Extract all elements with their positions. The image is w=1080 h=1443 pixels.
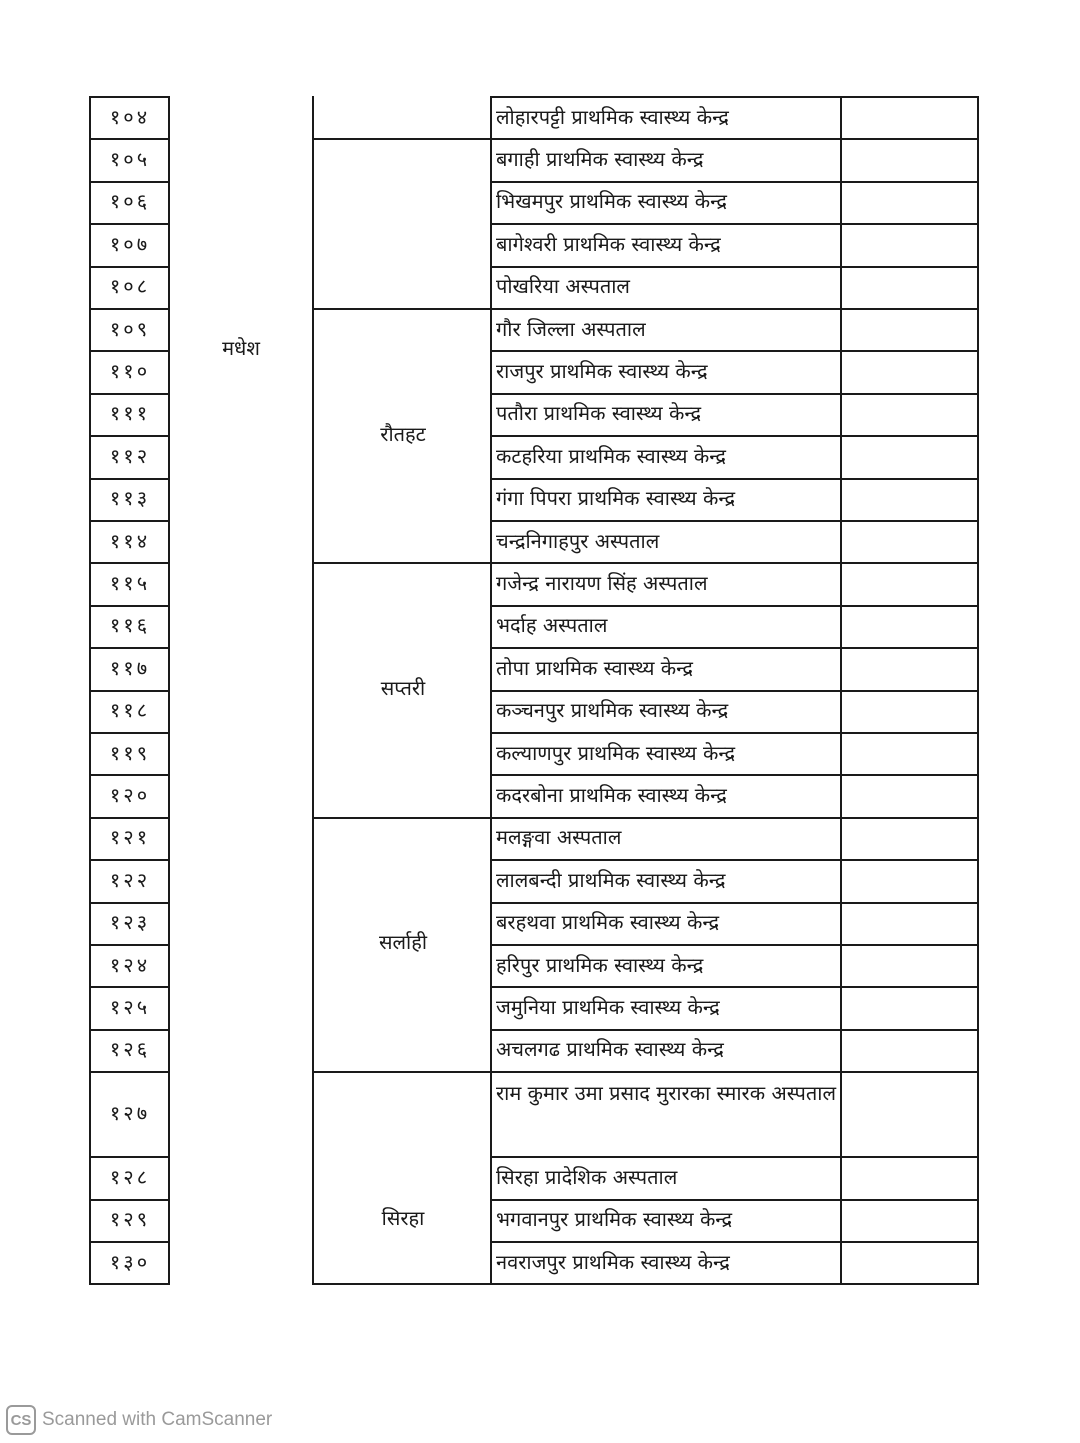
facility-name: गजेन्द्र नारायण सिंह अस्पताल [496,571,708,596]
district-group-rule [312,1283,492,1285]
facility-name: बगाही प्राथमिक स्वास्थ्य केन्द्र [496,147,704,172]
facility-name: हरिपुर प्राथमिक स्वास्थ्य केन्द्र [496,952,704,977]
serial-number: ११८ [109,698,151,723]
serial-number: १२९ [109,1207,151,1232]
district-label-sarlahi: सर्लाही [378,929,428,954]
district-label-saptari: सप्तरी [380,675,426,700]
facility-name: भिखमपुर प्राथमिक स्वास्थ्य केन्द्र [496,189,727,214]
serial-number: १३० [109,1249,151,1274]
facility-name: कञ्चनपुर प्राथमिक स्वास्थ्य केन्द्र [496,698,729,723]
facility-name: गंगा पिपरा प्राथमिक स्वास्थ्य केन्द्र [496,486,736,511]
row-rule-facility [490,1283,979,1285]
serial-number: १२३ [109,910,151,935]
facility-name: चन्द्रनिगाहपुर अस्पताल [496,528,660,553]
facility-name: कदरबोना प्राथमिक स्वास्थ्य केन्द्र [496,783,727,808]
serial-number: ११९ [109,740,151,765]
facility-name: राम कुमार उमा प्रसाद मुरारका स्मारक अस्पताल [496,1081,837,1106]
district-group-rule [312,817,492,819]
serial-number: १२४ [109,952,151,977]
facility-name: तोपा प्राथमिक स्वास्थ्य केन्द्र [496,655,693,680]
serial-number: १०७ [109,231,151,256]
facility-name: गौर जिल्ला अस्पताल [496,316,646,341]
facility-name: मलङ्गवा अस्पताल [496,825,622,850]
facility-name: भर्दाह अस्पताल [496,613,608,638]
district-group-rule [312,562,492,564]
facility-name: बागेश्वरी प्राथमिक स्वास्थ्य केन्द्र [496,231,721,256]
district-group-rule [312,1071,492,1073]
serial-number: १०५ [109,147,151,172]
serial-number: ११३ [109,486,151,511]
watermark-text: Scanned with CamScanner [42,1409,273,1430]
facility-name: जमुनिया प्राथमिक स्वास्थ्य केन्द्र [496,995,720,1020]
district-label-rautahat: रौतहट [380,421,426,446]
facility-name: लोहारपट्टी प्राथमिक स्वास्थ्य केन्द्र [496,104,729,129]
district-label-siraha: सिरहा [381,1205,425,1230]
serial-number: १२७ [109,1101,151,1126]
serial-number: १०६ [109,189,151,214]
serial-number: १११ [109,401,151,426]
province-label: मधेश [222,335,260,360]
facility-name: कटहरिया प्राथमिक स्वास्थ्य केन्द्र [496,443,727,468]
serial-number: १२५ [109,995,151,1020]
serial-number: १२१ [109,825,151,850]
serial-number: ११६ [109,613,151,638]
facility-name: सिरहा प्रादेशिक अस्पताल [496,1164,678,1189]
district-group-rule [312,138,492,140]
facility-name: राजपुर प्राथमिक स्वास्थ्य केन्द्र [496,359,708,384]
serial-number: ११७ [109,655,151,680]
serial-number: १२८ [109,1164,151,1189]
serial-number: १२० [109,783,151,808]
serial-number: ११२ [109,443,151,468]
serial-number: ११४ [109,528,151,553]
row-rule-sn [89,1283,170,1285]
facility-name: लालबन्दी प्राथमिक स्वास्थ्य केन्द्र [496,867,726,892]
serial-number: १०४ [109,104,151,129]
facility-name: पोखरिया अस्पताल [496,274,630,299]
serial-number: ११५ [109,571,151,596]
facility-name: अचलगढ प्राथमिक स्वास्थ्य केन्द्र [496,1037,724,1062]
serial-number: ११० [109,359,151,384]
serial-number: १०८ [109,274,151,299]
camscanner-watermark [6,1403,272,1437]
district-group-rule [312,308,492,310]
facility-name: पतौरा प्राथमिक स्वास्थ्य केन्द्र [496,401,702,426]
province-col-right-border [312,96,314,1283]
serial-number: १२६ [109,1037,151,1062]
serial-number: १०९ [109,316,151,341]
facility-name: बरहथवा प्राथमिक स्वास्थ्य केन्द्र [496,910,720,935]
camscanner-logo-icon: CS [6,1405,36,1435]
facility-name: कल्याणपुर प्राथमिक स्वास्थ्य केन्द्र [496,740,736,765]
facility-name: भगवानपुर प्राथमिक स्वास्थ्य केन्द्र [496,1207,733,1232]
serial-number: १२२ [109,867,151,892]
facility-name: नवराजपुर प्राथमिक स्वास्थ्य केन्द्र [496,1249,730,1274]
